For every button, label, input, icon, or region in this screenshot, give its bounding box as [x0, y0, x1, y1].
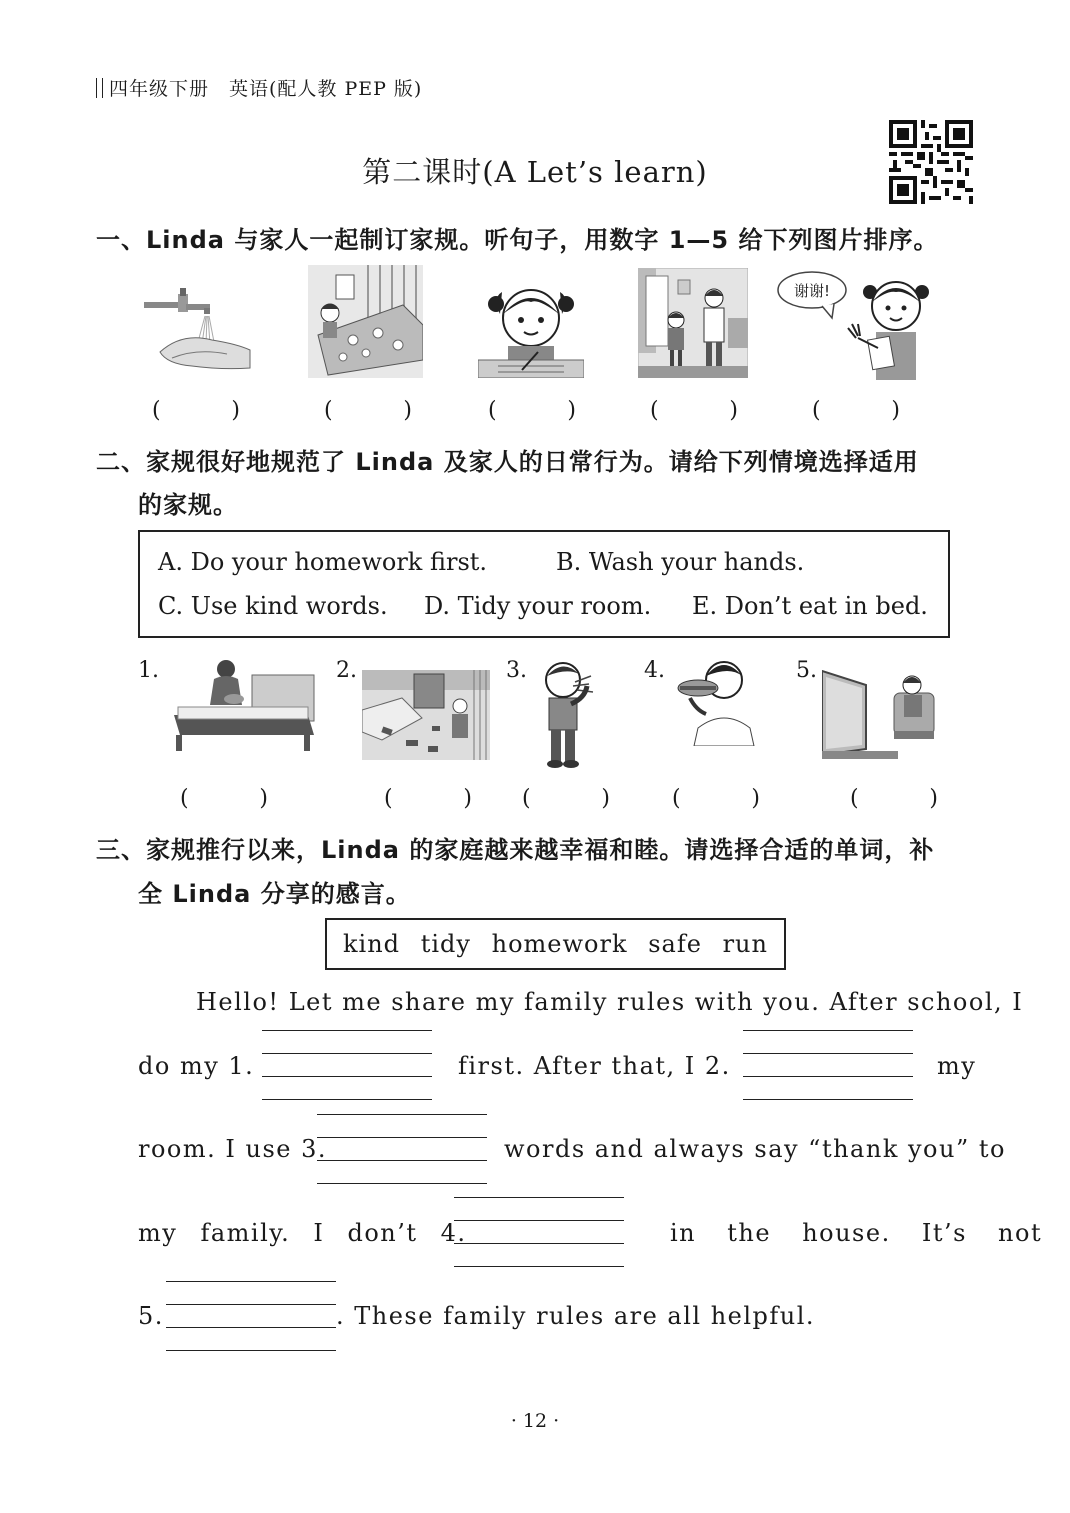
- option-c: C. Use kind words.: [158, 592, 388, 620]
- speech-bubble-text: 谢谢!: [793, 282, 831, 300]
- bedroom-girl-illustration: [308, 265, 423, 378]
- girl-thanks-illustration: [776, 268, 936, 380]
- passage-line-2b: first. After that, I 2.: [458, 1052, 731, 1080]
- page-number: · 12 ·: [510, 1410, 560, 1432]
- passage-line-2c: my: [937, 1052, 977, 1080]
- family-room-illustration: [638, 268, 748, 378]
- item-number: 3.: [506, 658, 527, 683]
- item-number: 5.: [796, 658, 817, 683]
- answer-blank-2[interactable]: [743, 1030, 913, 1100]
- qr-code-icon[interactable]: [888, 120, 974, 204]
- option-b: B. Wash your hands.: [556, 548, 805, 576]
- option-d: D. Tidy your room.: [424, 592, 652, 620]
- tv-girl-illustration: [822, 665, 938, 760]
- passage-line-3b: words and always say “thank you” to: [504, 1135, 1006, 1163]
- eating-in-bed-illustration: [168, 655, 318, 755]
- item-number: 1.: [138, 658, 159, 683]
- answer-paren[interactable]: ( ): [488, 398, 576, 423]
- passage-line-1: Hello! Let me share my family rules with you. After school, I: [196, 988, 1024, 1016]
- answer-paren[interactable]: ( ): [650, 398, 738, 423]
- word-bank: [325, 918, 786, 970]
- answer-paren[interactable]: ( ): [522, 786, 610, 811]
- passage-line-5b: . These family rules are all helpful.: [336, 1302, 816, 1330]
- answer-blank-4[interactable]: [454, 1197, 624, 1267]
- answer-blank-3[interactable]: [317, 1114, 487, 1184]
- word-bank-item: homework: [491, 930, 628, 958]
- word-bank-item: safe: [648, 930, 702, 958]
- girl-homework-illustration: [478, 280, 584, 378]
- wash-hands-illustration: [142, 282, 252, 378]
- answer-paren[interactable]: ( ): [324, 398, 412, 423]
- section3-heading-line1: 三、家规推行以来，Linda 的家庭越来越幸福和睦。请选择合适的单词，补: [96, 836, 935, 864]
- eating-man-illustration: [676, 658, 758, 746]
- passage-line-4a: my family. I don’t 4.: [138, 1219, 467, 1247]
- answer-paren[interactable]: ( ): [180, 786, 268, 811]
- passage-line-3a: room. I use 3.: [138, 1135, 327, 1163]
- answer-paren[interactable]: ( ): [384, 786, 472, 811]
- section3-heading-line2: 全 Linda 分享的感言。: [138, 880, 411, 908]
- header-bar-icon: [96, 78, 103, 98]
- option-a: A. Do your homework first.: [158, 548, 488, 576]
- option-e: E. Don’t eat in bed.: [692, 592, 928, 620]
- passage-line-4b: in the house. It’s not: [670, 1219, 1043, 1247]
- passage-line-2a: do my 1.: [138, 1052, 255, 1080]
- word-bank-item: kind: [343, 930, 401, 958]
- section2-heading-line1: 二、家规很好地规范了 Linda 及家人的日常行为。请给下列情境选择适用: [96, 448, 919, 476]
- item-number: 2.: [336, 658, 357, 683]
- item-number: 4.: [644, 658, 665, 683]
- lesson-title: 第二课时(A Let’s learn): [362, 155, 708, 189]
- answer-paren[interactable]: ( ): [812, 398, 900, 423]
- messy-room-illustration: [362, 670, 490, 760]
- answer-paren[interactable]: ( ): [850, 786, 938, 811]
- answer-blank-5[interactable]: [166, 1281, 336, 1351]
- passage-line-5a: 5.: [138, 1302, 164, 1330]
- answer-paren[interactable]: ( ): [672, 786, 760, 811]
- coughing-boy-illustration: [537, 658, 603, 770]
- book-header: 四年级下册 英语(配人教 PEP 版): [96, 74, 422, 101]
- word-bank-item: run: [722, 930, 768, 958]
- answer-blank-1[interactable]: [262, 1030, 432, 1100]
- answer-paren[interactable]: ( ): [152, 398, 240, 423]
- word-bank-item: tidy: [420, 930, 471, 958]
- section1-heading: 一、Linda 与家人一起制订家规。听句子，用数字 1—5 给下列图片排序。: [96, 226, 939, 254]
- section2-heading-line2: 的家规。: [138, 491, 238, 519]
- rules-options-box: [138, 530, 950, 638]
